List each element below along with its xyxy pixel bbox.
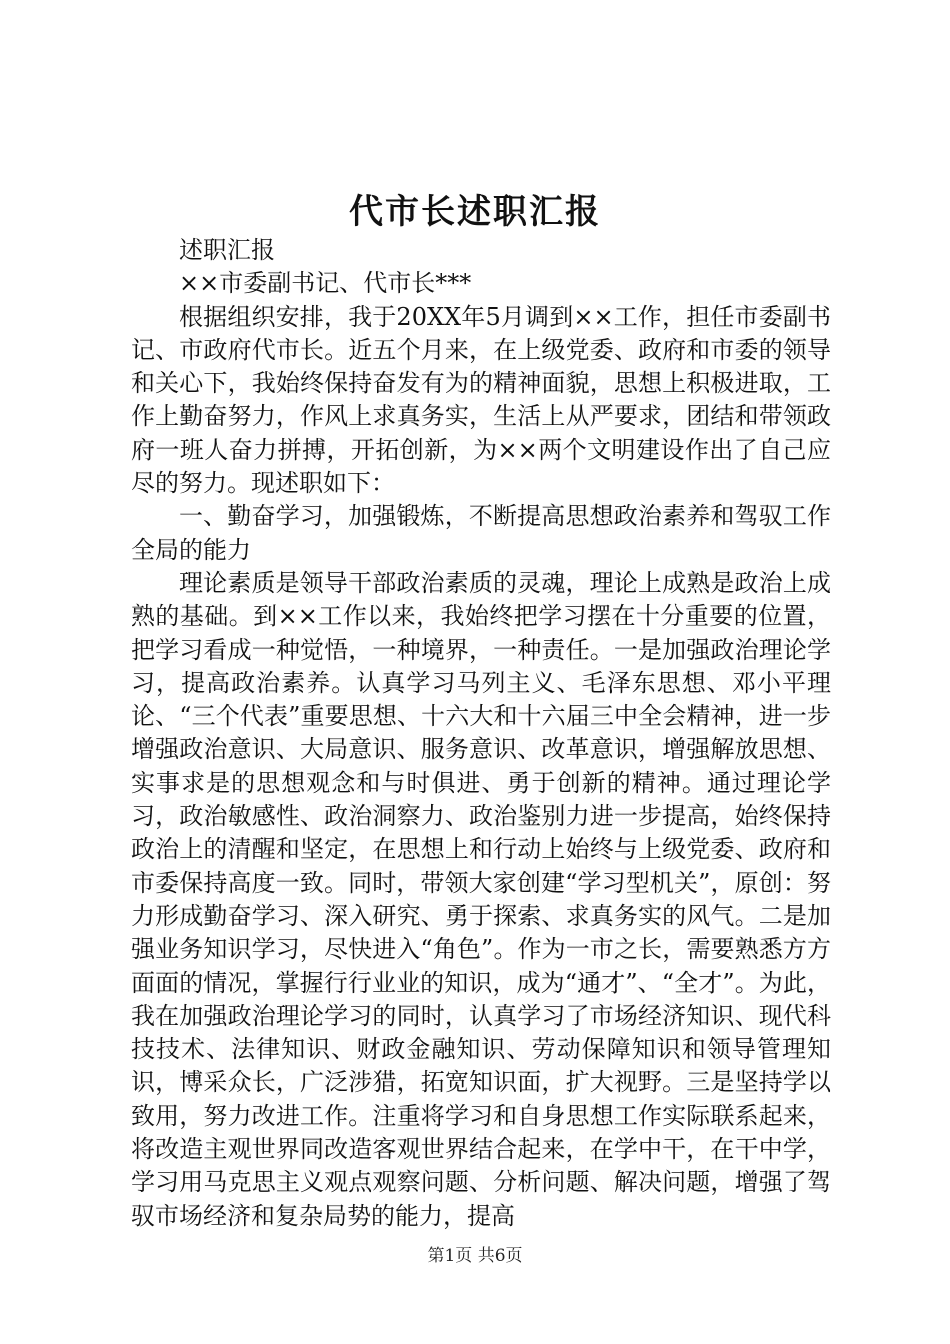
doc-section-heading: 一、勤奋学习，加强锻炼，不断提高思想政治素养和驾驭工作全局的能力 — [131, 502, 831, 564]
doc-paragraph: 理论素质是领导干部政治素质的灵魂，理论上成熟是政治上成熟的基础。到××工作以来，我始终把学习摆在十分重要的位置，把学习看成一种觉悟，一种境界，一种责任。一是加强政治理论学习，提高政治素养。认真学习马列主义、毛泽东思想、邓小平理论、“三个代表”重要思想、十六大和十六届三中全会精神，进一步增强政治意识、大局意识、服务意识、改革意识，增强解放思想、实事求是的思想观念和与时俱进、勇于创新的精神。通过理论学习，政治敏感性、政治洞察力、政治鉴别力进一步提高，始终保持政治上的清醒和坚定，在思想上和行动上始终与上级党委、政府和市委保持高度一致。同时，带领大家创建“学习型机关”，原创：努力形成勤奋学习、深入研究、勇于探索、求真务实的风气。二是加强业务知识学习，尽快进入“角色”。作为一市之长，需要熟悉方方面面的情况，掌握行行业业的知识，成为“通才”、“全才”。为此，我在加强政治理论学习的同时，认真学习了市场经济知识、现代科技技术、法律知识、财政金融知识、劳动保障知识和领导管理知识，博采众长，广泛涉猎，拓宽知识面，扩大视野。三是坚持学以致用，努力改进工作。注重将学习和自身思想工作实际联系起来，将改造主观世界同改造客观世界结合起来，在学中干，在干中学，学习用马克思主义观点观察问题、分析问题、解决问题，增强了驾驭市场经济和复杂局势的能力，提高 — [131, 568, 831, 1230]
doc-heading-label: 述职汇报 — [179, 236, 275, 264]
document-body — [131, 234, 831, 1233]
doc-paragraph: 根据组织安排，我于20XX年5月调到××工作，担任市委副书记、市政府代市长。近五个月来，在上级党委、政府和市委的领导和关心下，我始终保持奋发有为的精神面貌，思想上积极进取，工作上勤奋努力，作风上求真务实，生活上从严要求，团结和带领政府一班人奋力拼搏，开拓创新，为××两个文明建设作出了自己应尽的努力。现述职如下： — [131, 302, 831, 498]
document-title: 代市长述职汇报 — [349, 192, 601, 232]
doc-author-line: ××市委副书记、代市长*** — [179, 269, 472, 298]
page-number-footer: 第1页 共6页 — [427, 1246, 523, 1266]
